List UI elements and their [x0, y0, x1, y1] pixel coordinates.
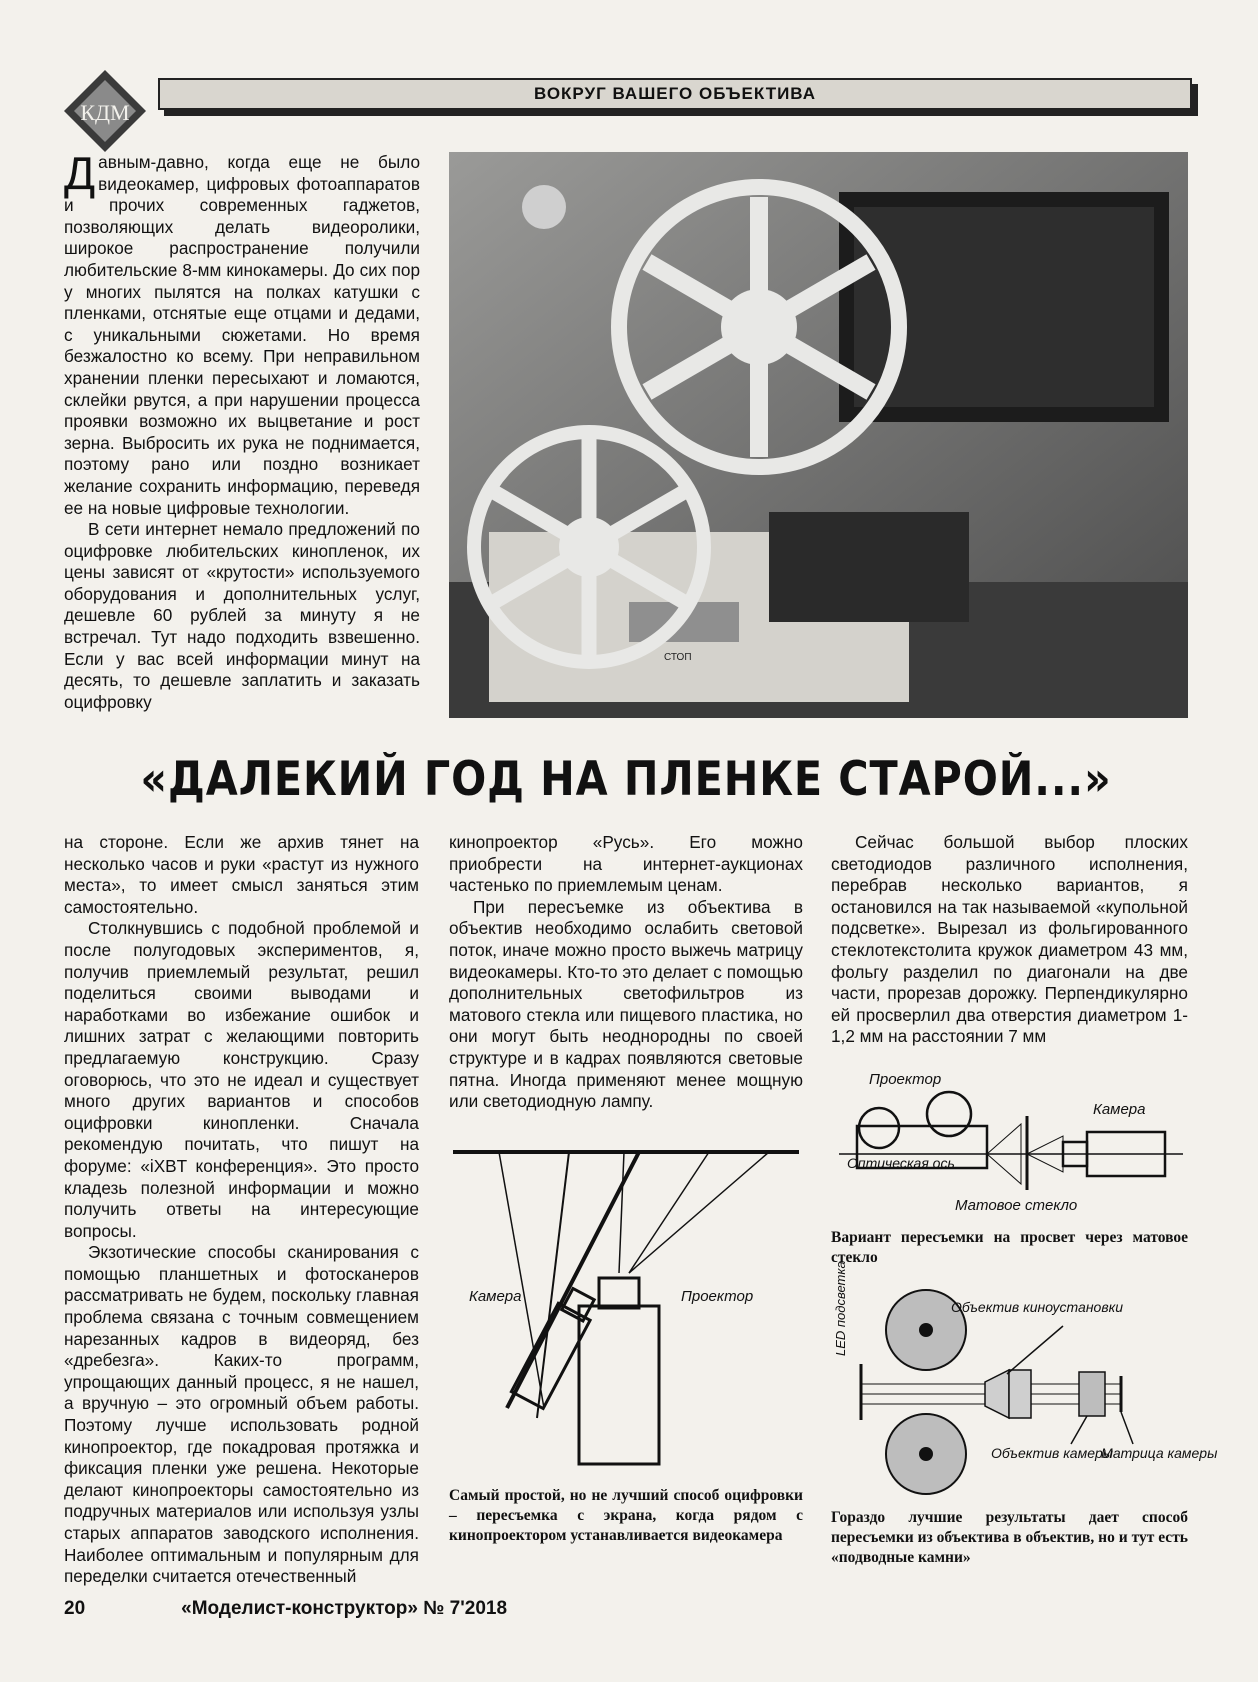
paragraph: При пересъемке из объектива в объектив необходимо ослабить световой поток, иначе можно просто выжечь матрицу видеокамеры. Кто-то это делает с помощью дополнительных светофильтров из матового стекла или пищевого пластика, но они могут быть неоднородны по своей структуре и в кадрах появляются световые пятна. Иногда применяют менее мощную или светодиодную лампу. — [449, 896, 803, 1112]
figure-caption: Самый простой, но не лучший способ оцифровки – пересъемка с экрана, когда рядом с кинопроектором устанавливается видеокамера — [449, 1487, 803, 1544]
projector-lens-label: Объектив киноустановки — [950, 1299, 1124, 1315]
paragraph: кинопроектор «Русь». Его можно приобрести на интернет-аукционах частенько по приемлемым ценам. — [449, 832, 803, 896]
intro-column — [64, 147, 420, 713]
camera-label: Камера — [469, 1288, 522, 1305]
column-c — [831, 832, 1188, 1048]
section-title: ВОКРУГ ВАШЕГО ОБЪЕКТИВА — [533, 84, 817, 103]
column-a — [64, 832, 419, 1588]
magazine-logo — [62, 68, 148, 154]
screen-capture-diagram — [449, 1138, 803, 1478]
page-footer — [64, 1598, 507, 1620]
paragraph: Экзотические способы сканирования с помощью планшетных и фотосканеров рассматривать не будем, поскольку главная проблема связана с точным совмещением нарезанных кадров в видеоряд, без «дребезга». Каких-то программ, упрощающих данный процесс, я не нашел, а вручную – это огромный объем работы. Поэтому лучше использовать родной кинопроектор, где покадровая протяжка и фиксация пленки уже решена. Некоторые делают кинопроекторы самостоятельно из подручных материалов или используя узлы старых аппаратов заводского исполнения. Наиболее оптимальным и популярным для переделки считается отечественный — [64, 1242, 419, 1587]
intro-paragraph: В сети интернет немало предложений по оцифровке любительских кинопленок, их цены зависят от «крутости» используемого оборудования и дополнительных услуг, дешевле 60 рублей за минуту я не встречал. Тут надо подходить взвешенно. Если у вас всей информации минут на десять, то дешевле заплатить и заказать оцифровку — [64, 519, 420, 712]
glass-label: Матовое стекло — [955, 1197, 1078, 1214]
led-label: LED подсветка — [833, 1261, 848, 1356]
figure-caption: Гораздо лучшие результаты дает способ пересъемки из объектива в объектив, но и тут есть «подводные камни» — [831, 1509, 1188, 1566]
logo-text: КДМ — [80, 100, 130, 125]
intro-paragraph: Давным-давно, когда еще не было видеокамер, цифровых фотоаппаратов и прочих современных гаджетов, позволяющих делать видеоролики, широкое распространение получили любительские 8-мм кинокамеры. До сих пор у многих пылятся на полках катушки с пленками, отснятые еще отцами и дедами, с уникальными сюжетами. Но время безжалостно ко всему. При неправильном хранении пленки пересыхают и ломаются, склейки рвутся, а при нарушении процесса проявки возможно их выцветание и рост зерна. Выбросить их рука не поднимается, поэтому рано или поздно возникает желание сохранить информацию, переведя ее на новые цифровые технологии. — [64, 147, 420, 518]
article-title: «ДАЛЕКИЙ ГОД НА ПЛЕНКЕ СТАРОЙ...» — [140, 752, 1112, 807]
projector-photo — [449, 152, 1188, 718]
camera-label: Камера — [1093, 1101, 1146, 1118]
paragraph: Столкнувшись с подобной проблемой и после полугодовых экспериментов, я, получив приемлемый результат, решил поделиться своими выводами и наработками во избежание ошибок и лишних затрат с желающими повторить предлагаемую конструкцию. Сразу оговорюсь, что это не идеал и существует много других вариантов и способов оцифровки кинопленки. Сначала рекомендую почитать, что пишут на форуме: «iXBT конференция». Это просто кладезь полезной информации и можно получить ответы на интересующие вопросы. — [64, 918, 419, 1241]
magazine-issue: «Моделист-конструктор» № 7'2018 — [181, 1598, 508, 1619]
paragraph: Сейчас большой выбор плоских светодиодов различного исполнения, перебрав несколько вариантов, я остановился на так называемой «купольной подсветке». Вырезал из фольгированного стеклотекстолита кружок диаметром 43 мм, фольгу разделил по диагонали на две части, прорезав дорожку. Перпендикулярно ей просверлил два отверстия диаметром 1-1,2 мм на расстоянии 7 мм — [831, 832, 1188, 1047]
projector-lens — [985, 1370, 1009, 1418]
figure-caption: Вариант пересъемки на просвет через матовое стекло — [831, 1229, 1188, 1266]
camera-body — [769, 512, 969, 622]
matrix-label: Матрица камеры — [1101, 1445, 1218, 1461]
camera-shape — [511, 1286, 599, 1409]
camera-lens-label: Объектив камеры — [991, 1445, 1114, 1461]
reel-icon — [859, 1108, 899, 1148]
lens-to-lens-diagram — [831, 1261, 1218, 1500]
stop-label: СТОП — [664, 652, 692, 663]
column-b — [449, 832, 803, 1113]
projector-label: Проектор — [869, 1071, 942, 1088]
projector-shape — [579, 1306, 659, 1464]
reel-icon — [927, 1092, 971, 1136]
section-header — [158, 78, 1192, 110]
lamp — [522, 185, 566, 229]
projector-label: Проектор — [681, 1288, 754, 1305]
paragraph: на стороне. Если же архив тянет на несколько часов и руки «растут из нужного места», то имеет смысл заняться этим самостоятельно. — [64, 832, 419, 917]
camera-lens — [1079, 1372, 1105, 1416]
projector-lens — [599, 1278, 639, 1308]
matte-glass-diagram — [831, 1066, 1188, 1216]
page-number: 20 — [64, 1598, 86, 1619]
axis-label: Оптическая ось — [847, 1155, 955, 1171]
